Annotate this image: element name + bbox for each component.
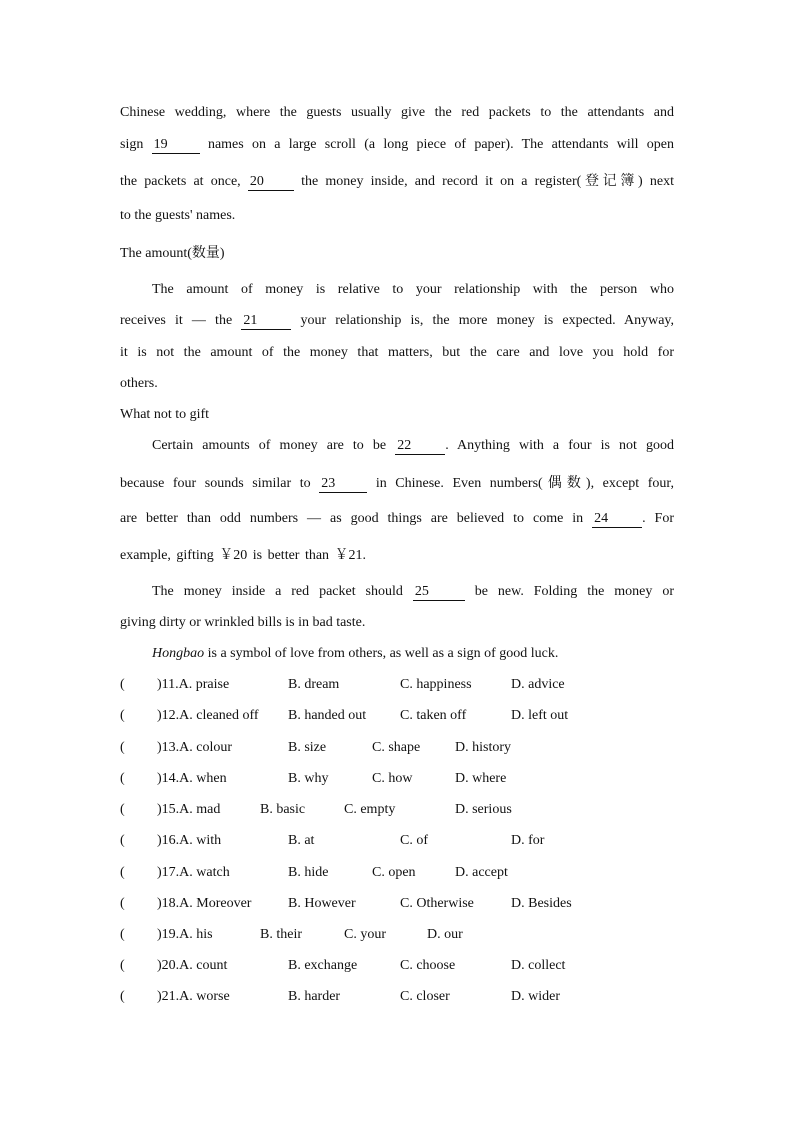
question-option-b: B. hide — [288, 865, 329, 880]
question-option-b: B. size — [288, 740, 327, 755]
passage-line: Chinese wedding, where the guests usually give the red packets to the attendants and — [120, 105, 674, 120]
passage-line: giving dirty or wrinkled bills is in bad taste. — [120, 615, 366, 630]
question-option-c: C. empty — [344, 802, 396, 817]
answer-paren: ( — [120, 740, 125, 755]
answer-paren: ( — [120, 677, 125, 692]
question-option-d: D. for — [511, 833, 545, 848]
text-run: the money inside, and record it on a register(登记簿) next — [301, 174, 675, 189]
text-run: Certain amounts of money are to be — [152, 438, 387, 453]
question-option-b: B. harder — [288, 989, 341, 1004]
text-run: sign — [120, 137, 144, 152]
question-option-a: )15.A. mad — [157, 802, 221, 817]
question-option-c: C. shape — [372, 740, 421, 755]
question-option-a: )20.A. count — [157, 958, 228, 973]
question-option-c: C. happiness — [400, 677, 472, 692]
passage-line — [152, 644, 674, 664]
question-option-c: C. Otherwise — [400, 896, 474, 911]
question-option-d: D. serious — [455, 802, 512, 817]
answer-blank: 25 — [413, 583, 465, 601]
answer-paren: ( — [120, 865, 125, 880]
text-run: because four sounds similar to — [120, 476, 311, 491]
passage-line — [120, 172, 674, 192]
text-run: The money inside a red packet should — [152, 584, 403, 599]
passage-line — [120, 509, 674, 529]
answer-blank: 24 — [592, 510, 642, 528]
question-option-c: C. closer — [400, 989, 450, 1004]
question-option-d: D. where — [455, 771, 507, 786]
text-run: the packets at once, — [120, 174, 241, 189]
question-option-c: C. taken off — [400, 708, 467, 723]
answer-paren: ( — [120, 989, 125, 1004]
answer-blank: 21 — [241, 312, 291, 330]
passage-line: example, gifting ￥20 is better than ￥21. — [120, 548, 367, 563]
passage-line: it is not the amount of the money that matters, but the care and love you hold for — [120, 345, 674, 360]
text-run: . For — [642, 511, 674, 526]
question-option-d: D. Besides — [511, 896, 572, 911]
question-option-b: B. at — [288, 833, 315, 848]
answer-paren: ( — [120, 927, 125, 942]
passage-line: to the guests' names. — [120, 208, 236, 223]
passage-line — [120, 311, 674, 331]
question-option-a: )19.A. his — [157, 927, 213, 942]
answer-blank: 19 — [152, 136, 200, 154]
question-option-a: )13.A. colour — [157, 740, 233, 755]
answer-paren: ( — [120, 802, 125, 817]
question-option-b: B. why — [288, 771, 329, 786]
hongbao-term: Hongbao — [152, 646, 205, 661]
answer-paren: ( — [120, 708, 125, 723]
passage-line — [152, 582, 674, 602]
answer-paren: ( — [120, 833, 125, 848]
text-run: names on a large scroll (a long piece of paper). The attendants will open — [207, 137, 675, 152]
answer-blank: 20 — [248, 173, 294, 191]
text-run: . Anything with a four is not good — [445, 438, 675, 453]
question-option-b: B. their — [260, 927, 302, 942]
question-option-c: C. choose — [400, 958, 456, 973]
question-option-c: C. your — [344, 927, 386, 942]
text-run: is a symbol of love from others, as well as a sign of good luck. — [204, 646, 559, 661]
text-run: in Chinese. Even numbers(偶数), except four, — [375, 476, 675, 491]
answer-paren: ( — [120, 771, 125, 786]
question-option-b: B. dream — [288, 677, 340, 692]
passage-line — [120, 135, 674, 155]
text-run: your relationship is, the more money is expected. Anyway, — [300, 313, 675, 328]
question-option-a: )21.A. worse — [157, 989, 230, 1004]
section-heading: The amount(数量) — [120, 246, 225, 261]
question-option-d: D. accept — [455, 865, 508, 880]
question-option-b: B. exchange — [288, 958, 358, 973]
answer-blank: 23 — [319, 475, 367, 493]
question-option-b: B. basic — [260, 802, 306, 817]
section-heading: What not to gift — [120, 407, 210, 422]
question-option-a: )17.A. watch — [157, 865, 230, 880]
passage-line: others. — [120, 376, 158, 391]
question-option-d: D. left out — [511, 708, 569, 723]
question-option-d: D. history — [455, 740, 511, 755]
question-option-a: )18.A. Moreover — [157, 896, 252, 911]
question-option-d: D. advice — [511, 677, 565, 692]
text-run: be new. Folding the money or — [474, 584, 674, 599]
question-option-a: )12.A. cleaned off — [157, 708, 259, 723]
answer-blank: 22 — [395, 437, 445, 455]
question-option-d: D. collect — [511, 958, 566, 973]
question-option-b: B. However — [288, 896, 356, 911]
answer-paren: ( — [120, 958, 125, 973]
answer-paren: ( — [120, 896, 125, 911]
question-option-d: D. our — [427, 927, 463, 942]
question-option-c: C. open — [372, 865, 416, 880]
question-option-b: B. handed out — [288, 708, 367, 723]
text-run: receives it — the — [120, 313, 233, 328]
question-option-a: )14.A. when — [157, 771, 227, 786]
passage-line: The amount of money is relative to your relationship with the person who — [152, 282, 674, 297]
passage-line — [120, 474, 674, 494]
passage-line — [152, 436, 674, 456]
question-option-a: )11.A. praise — [157, 677, 230, 692]
question-option-c: C. how — [372, 771, 413, 786]
question-option-c: C. of — [400, 833, 428, 848]
text-run: are better than odd numbers — as good things are believed to come in — [120, 511, 584, 526]
question-option-d: D. wider — [511, 989, 560, 1004]
question-option-a: )16.A. with — [157, 833, 222, 848]
